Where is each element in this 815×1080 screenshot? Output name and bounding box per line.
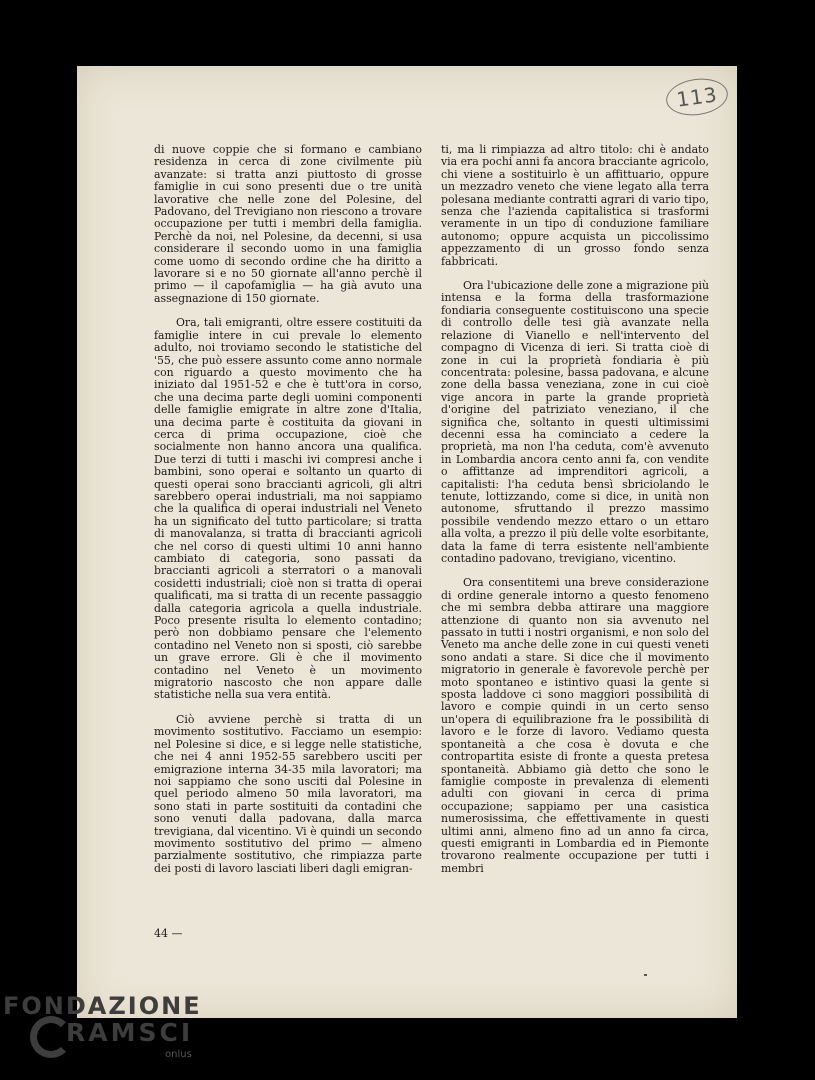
speck	[644, 974, 647, 976]
paragraph: Ciò avviene perchè si tratta di un movimento sostitutivo. Facciamo un esempio: nel Polesine si dice, e si legge nelle statistiche, che nei 4 anni 1952-55 sarebbero usciti per emigrazione interna 34-35 mila lavoratori; ma noi sappiamo che sono usciti dal Polesine in quel periodo almeno 50 mila lavoratori, ma sono stati in parte sostituiti da contadini che sono venuti dalla padovana, dalla marca trevigiana, dal vicentino. Vi è quindi un secondo movimento sostitutivo del primo — almeno parzialmente sostitutivo, che rimpiazza parte dei posti di lavoro lasciati liberi dagli emigran-	[154, 712, 422, 875]
page-number: 44 —	[154, 927, 183, 940]
watermark-line1: FONDAZIONE	[3, 992, 202, 1020]
paragraph: Ora l'ubicazione delle zone a migrazione più intensa e la forma della trasformazione fondiaria conseguente costituiscono una specie di controllo delle tesi già avanzate nella relazione di Vianello e nell'intervento del compagno di Vicenza di ieri. Si tratta cioè di zone in cui la proprietà fondiaria è più concentrata: polesine, bassa padovana, e alcune zone della bassa veneziana, zone in cui cioè vige ancora in parte la grande proprietà d'origine del patriziato veneziano, il che significa che, soltanto in questi ultimissimi decenni essa ha cominciato a cedere la proprietà, ma non l'ha ceduta, com'è avvenuto in Lombardia ancora cento anni fa, con vendite o affittanze ad imprenditori agricoli, a capitalisti: l'ha ceduta bensì sbriciolando le tenute, lottizzando, come si dice, in unità non autonome, sfruttando il prezzo massimo possibile vendendo mezzo ettaro o un ettaro alla volta, a prezzo il più delle volte esorbitante, data la fame di terra esistente nell'ambiente contadino padovano, trevigiano, vicentino.	[441, 279, 709, 565]
paragraph: Ora, tali emigranti, oltre essere costituiti da famiglie intere in cui prevale lo elemento adulto, noi troviamo secondo le statistiche del '55, che può essere assunto come anno normale con riguardo a questo movimento che ha iniziato dal 1951-52 e che è tutt'ora in corso, che una decima parte degli uomini componenti delle famiglie emigrate in altre zone d'Italia, una decima parte è costituita da giovani in cerca di prima occupazione, cioè che socialmente non hanno ancora una qualifica. Due terzi di tutti i maschi ivi compresi anche i bambini, sono operai e soltanto un quarto di questi operai sono braccianti agricoli, gli altri sarebbero operai industriali, ma noi sappiamo che la qualifica di operai industriali nel Veneto ha un significato del tutto particolare; si tratta di manovalanza, si tratta di braccianti agricoli che nel corso di questi ultimi 10 anni hanno cambiato di categoria, sono passati da braccianti agricoli a sterratori o a manovali cosidetti industriali; cioè non si tratta di operai qualificati, ma si tratta di un recente passaggio dalla categoria agricola a quella industriale. Poco presente risulta lo elemento contadino; però non dobbiamo pensare che l'elemento contadino nel Veneto non si sposti, ciò sarebbe un grave errore. Gli è che il movimento contadino nel Veneto è un movimento migratorio nascosto che non appare dalle statistiche nella sua vera entità.	[154, 316, 422, 702]
page-stamp: 113	[664, 75, 730, 119]
right-column	[441, 144, 709, 887]
left-column	[154, 144, 422, 887]
fondazione-gramsci-watermark	[0, 988, 240, 1080]
document-page	[77, 66, 737, 1018]
paragraph: ti, ma li rimpiazza ad altro titolo: chi è andato via era pochi anni fa ancora bracciante agricolo, chi viene a sostituirlo è un affittuario, oppure un mezzadro veneto che viene legato alla terra polesana mediante contratti agrari di vario tipo, senza che l'azienda capitalistica si trasformi veramente in un tipo di conduzione familiare autonomo; oppure acquista un piccolissimo appezzamento di un grosso fondo senza fabbricati.	[441, 143, 710, 268]
paragraph: di nuove coppie che si formano e cambiano residenza in cerca di zone civilmente più avanzate: si tratta anzi piuttosto di grosse famiglie in cui sono presenti due o tre unità lavorative che nelle zone del Polesine, del Padovano, del Trevigiano non riescono a trovare occupazione per tutti i membri della famiglia. Perchè da noi, nel Polesine, da decenni, si usa considerare il secondo uomo in una famiglia come uomo di secondo ordine che ha diritto a lavorare si e no 50 giornate all'anno perchè il primo — il capofamiglia — ha già avuto una assegnazione di 150 giornate.	[154, 143, 422, 305]
paragraph: Ora consentitemi una breve considerazione di ordine generale intorno a questo fenomeno che mi sembra debba attirare una maggiore attenzione di quanto non sia avvenuto nel passato in tutti i nostri organismi, e non solo del Veneto ma anche delle zone in cui questi veneti sono andati a stare. Si dice che il movimento migratorio in generale è favorevole perchè per moto spontaneo e istintivo quasi la gente si sposta laddove ci sono maggiori possibilità di lavoro e compie quindi in un certo senso un'opera di equilibrazione fra le possibilità di lavoro e le forze di lavoro. Vediamo questa spontaneità a che cosa è dovuta e che contropartita esiste di fronte a questa pretesa spontaneità. Abbiamo già detto che sono le famiglie composte in prevalenza di elementi adulti con giovani in cerca di prima occupazione; sappiamo per una casistica numerosissima, che effettivamente in questi ultimi anni, almeno fino ad un anno fa circa, questi emigranti in Lombardia ed in Piemonte trovarono realmente occupazione per tutti i membri	[441, 576, 709, 875]
watermark-line2: RAMSCI	[66, 1018, 194, 1047]
watermark-onlus: onlus	[165, 1049, 192, 1060]
